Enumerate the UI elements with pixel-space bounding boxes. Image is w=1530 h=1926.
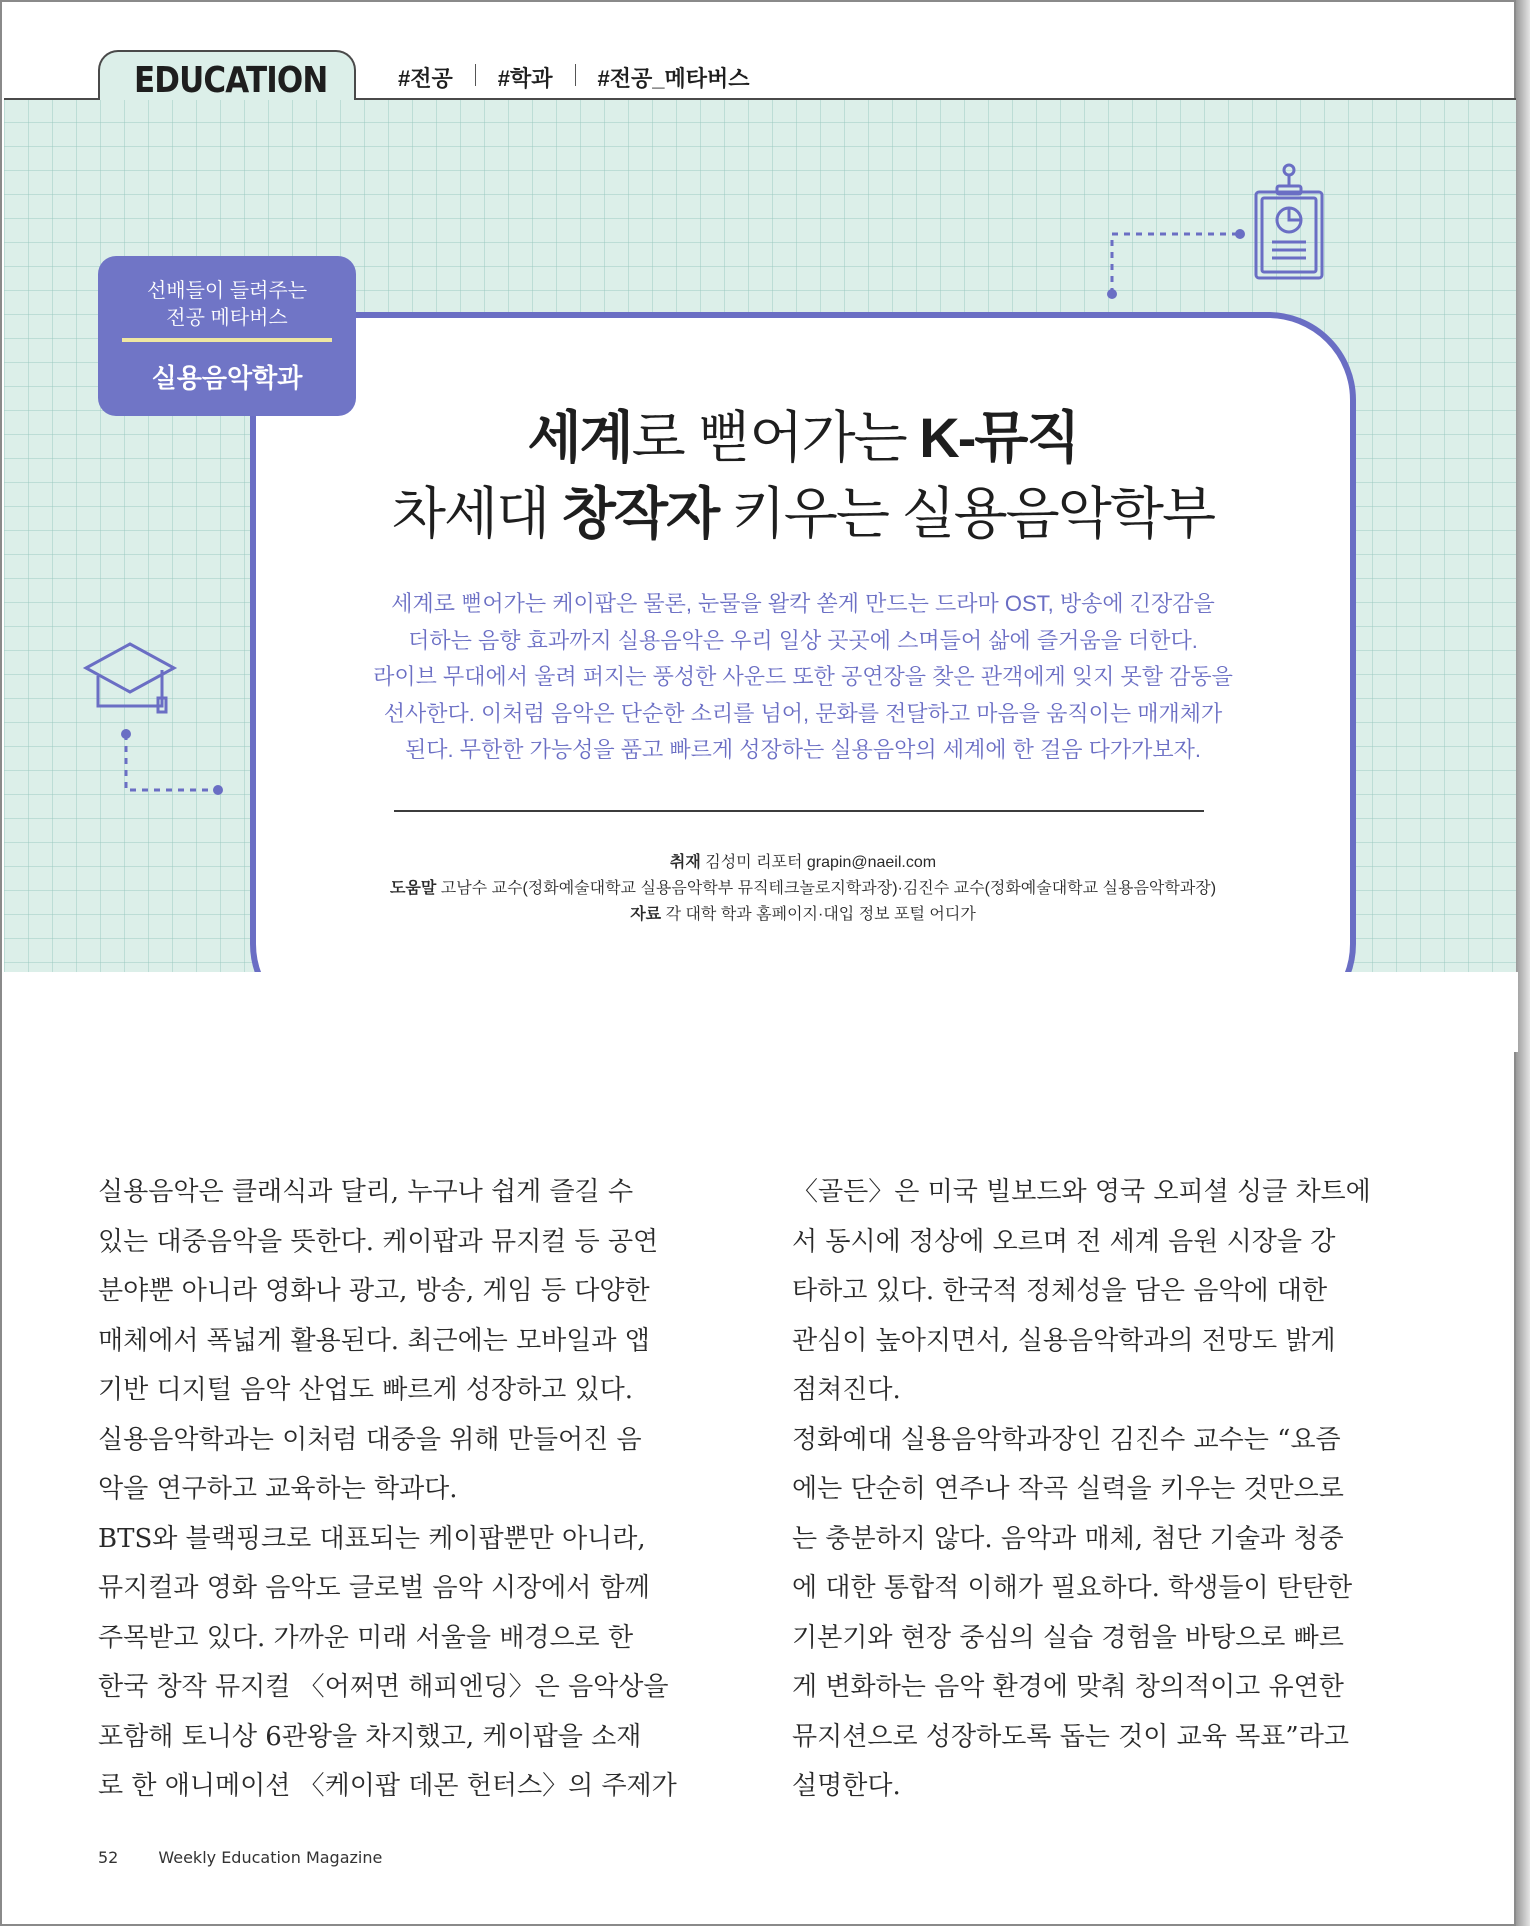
credit-label: 도움말 <box>389 880 437 897</box>
body-line: 기반 디지털 음악 산업도 빠르게 성장하고 있다. <box>98 1375 634 1405</box>
body-line: 뮤지컬과 영화 음악도 글로벌 음악 시장에서 함께 <box>98 1573 650 1603</box>
magazine-name: Weekly Education Magazine <box>158 1848 383 1867</box>
section-tab <box>98 50 356 100</box>
body-line: 있는 대중음악을 뜻한다. 케이팝과 뮤지컬 등 공연 <box>98 1226 659 1257</box>
body-line: 〈골든〉은 미국 빌보드와 영국 오피셜 싱글 차트에 <box>792 1177 1371 1207</box>
major-badge <box>98 256 356 416</box>
body-line: 서 동시에 정상에 오르며 전 세계 음원 시장을 강 <box>792 1226 1336 1257</box>
body-line: 주목받고 있다. 가까운 미래 서울을 배경으로 한 <box>98 1622 634 1653</box>
hashtag: #전공 <box>398 66 453 91</box>
headline-text: 키우는 실용음악학부 <box>718 482 1215 545</box>
headline-emphasis: K-뮤직 <box>919 406 1079 469</box>
body-line: 로 한 애니메이션 〈케이팝 데몬 헌터스〉의 주제가 <box>98 1771 677 1801</box>
body-line: 관심이 높아지면서, 실용음악학과의 전망도 밝게 <box>792 1325 1336 1356</box>
body-line: 포함해 토니상 6관왕을 차지했고, 케이팝을 소재 <box>98 1721 642 1752</box>
hashtag-list <box>398 62 771 93</box>
body-line: 정화예대 실용음악학과장인 김진수 교수는 “요즘 <box>792 1424 1341 1455</box>
credit-text: 각 대학 학과 홈페이지·대입 정보 포털 어디가 <box>661 906 976 923</box>
body-column-right <box>792 1168 1371 1812</box>
headline-line-1 <box>262 394 1344 474</box>
body-line: 악을 연구하고 교육하는 학과다. <box>98 1474 458 1504</box>
hashtag: #전공_메타버스 <box>597 66 750 91</box>
body-line: 점쳐진다. <box>792 1375 901 1405</box>
lead-line: 더하는 음향 효과까지 실용음악은 우리 일상 곳곳에 스며들어 삶에 즐거움을 더한다. <box>408 627 1198 653</box>
credit-advisors <box>302 876 1304 902</box>
graduation-cap-icon <box>82 636 232 806</box>
page-edge-shadow <box>1516 0 1530 1926</box>
badge-divider <box>122 338 332 342</box>
credit-text: 고남수 교수(정화예술대학교 실용음악학부 뮤직테크놀로지학과장)·김진수 교수(정화예술대학교 실용음악학과장) <box>436 880 1217 897</box>
credit-reporter <box>302 850 1304 876</box>
section-tab-label: EDUCATION <box>134 60 328 101</box>
clipboard-chart-icon <box>1092 162 1352 302</box>
body-line: 에는 단순히 연주나 작곡 실력을 키우는 것만으로 <box>792 1474 1344 1504</box>
page-footer <box>98 1848 422 1867</box>
badge-subtitle-line: 선배들이 들려주는 <box>146 280 308 302</box>
headline-text: 로 뻗어가는 <box>631 406 920 469</box>
lead-paragraph <box>302 586 1304 769</box>
body-line: 실용음악은 클래식과 달리, 누구나 쉽게 즐길 수 <box>98 1177 634 1207</box>
lead-line: 세계로 뻗어가는 케이팝은 물론, 눈물을 왈칵 쏟게 만드는 드라마 OST, 방송에 긴장감을 <box>391 591 1215 616</box>
page-number: 52 <box>98 1848 119 1867</box>
badge-title: 실용음악학과 <box>151 363 303 393</box>
badge-subtitle <box>98 278 356 332</box>
lead-line: 선사한다. 이처럼 음악은 단순한 소리를 넘어, 문화를 전달하고 마음을 움직이는 매개체가 <box>383 700 1223 726</box>
hashtag: #학과 <box>497 66 553 91</box>
credit-text: 김성미 리포터 grapin@naeil.com <box>700 854 937 871</box>
body-line: 분야뿐 아니라 영화나 광고, 방송, 게임 등 다양한 <box>98 1276 650 1306</box>
credit-label: 취재 <box>669 854 701 871</box>
headline-text: 차세대 <box>391 482 562 545</box>
headline-emphasis: 창작자 <box>561 482 719 545</box>
lead-line: 라이브 무대에서 울려 퍼지는 풍성한 사운드 또한 공연장을 찾은 관객에게 잊지 못할 감동을 <box>373 664 1233 689</box>
body-line: 설명한다. <box>792 1771 901 1801</box>
body-line: BTS와 블랙핑크로 대표되는 케이팝뿐만 아니라, <box>98 1523 646 1554</box>
body-line: 게 변화하는 음악 환경에 맞춰 창의적이고 유연한 <box>792 1672 1344 1702</box>
body-line: 에 대한 통합적 이해가 필요하다. 학생들이 탄탄한 <box>792 1573 1353 1603</box>
body-line: 뮤지션으로 성장하도록 돕는 것이 교육 목표”라고 <box>792 1721 1349 1752</box>
body-line: 는 충분하지 않다. 음악과 매체, 첨단 기술과 청중 <box>792 1523 1344 1554</box>
body-line: 매체에서 폭넓게 활용된다. 최근에는 모바일과 앱 <box>98 1325 650 1356</box>
card-bottom-mask <box>2 972 1518 1052</box>
badge-subtitle-line: 전공 메타버스 <box>166 307 288 329</box>
body-line: 기본기와 현장 중심의 실습 경험을 바탕으로 빠르 <box>792 1622 1344 1653</box>
credit-label: 자료 <box>630 906 662 923</box>
headline-line-2 <box>262 470 1344 550</box>
credits-divider <box>394 810 1204 812</box>
body-line: 타하고 있다. 한국적 정체성을 담은 음악에 대한 <box>792 1276 1328 1306</box>
body-column-left <box>98 1168 677 1812</box>
body-line: 한국 창작 뮤지컬 〈어쩌면 해피엔딩〉은 음악상을 <box>98 1672 669 1702</box>
headline-emphasis: 세계 <box>527 406 632 469</box>
credits <box>302 850 1304 928</box>
lead-line: 된다. 무한한 가능성을 품고 빠르게 성장하는 실용음악의 세계에 한 걸음 다가가보자. <box>405 737 1201 762</box>
credit-sources <box>302 902 1304 928</box>
body-line: 실용음악학과는 이처럼 대중을 위해 만들어진 음 <box>98 1424 642 1455</box>
